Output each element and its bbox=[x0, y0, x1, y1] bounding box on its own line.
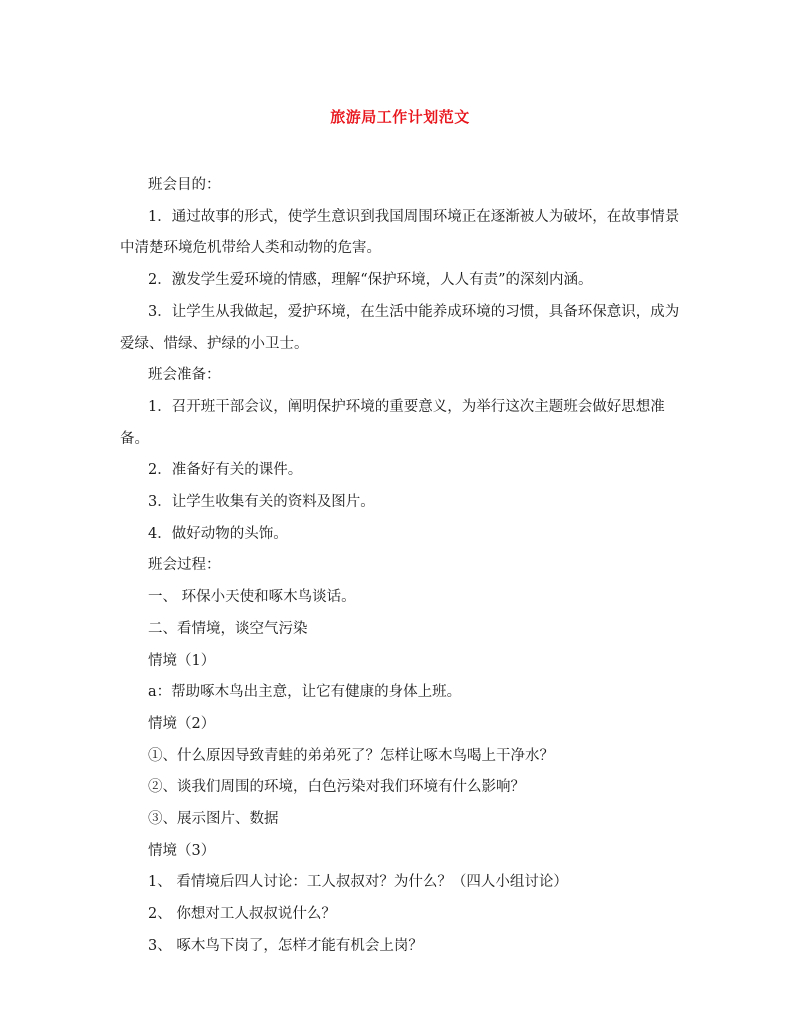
paragraph: 1．召开班干部会议，阐明保护环境的重要意义，为举行这次主题班会做好思想准备。 bbox=[120, 398, 665, 447]
paragraph: a：帮助啄木鸟出主意，让它有健康的身体上班。 bbox=[148, 684, 462, 701]
paragraph: 4．做好动物的头饰。 bbox=[148, 525, 288, 542]
section-heading-preparation: 班会准备： bbox=[148, 367, 221, 384]
paragraph: 1．通过故事的形式，使学生意识到我国周围环境正在逐渐被人为破坏，在故事情景中清楚环境危机带给人类和动物的危害。 bbox=[120, 208, 680, 257]
paragraph: 情境（2） bbox=[148, 715, 216, 732]
paragraph: 情境（3） bbox=[148, 842, 216, 859]
paragraph: 2．准备好有关的课件。 bbox=[148, 462, 303, 479]
paragraph: ③、展示图片、数据 bbox=[148, 811, 279, 828]
paragraph: ①、什么原因导致青蛙的弟弟死了？怎样让啄木鸟喝上干净水？ bbox=[148, 747, 554, 764]
paragraph: 3．让学生收集有关的资料及图片。 bbox=[148, 494, 375, 511]
paragraph: 2．激发学生爱环境的情感，理解“保护环境，人人有责”的深刻内涵。 bbox=[148, 272, 593, 289]
section-heading-purpose: 班会目的： bbox=[148, 177, 221, 193]
document-body bbox=[120, 170, 680, 963]
paragraph: 一、 环保小天使和啄木鸟谈话。 bbox=[148, 589, 356, 606]
section-heading-process: 班会过程： bbox=[148, 557, 221, 574]
paragraph: 2、 你想对工人叔叔说什么？ bbox=[148, 906, 336, 923]
paragraph: 情境（1） bbox=[148, 652, 216, 669]
paragraph: 3、 啄木鸟下岗了，怎样才能有机会上岗？ bbox=[148, 937, 423, 954]
paragraph: 3．让学生从我做起，爱护环境，在生活中能养成环境的习惯，具备环保意识，成为爱绿、惜绿、护绿的小卫士。 bbox=[120, 303, 680, 352]
document-title: 旅游局工作计划范文 bbox=[330, 108, 470, 126]
paragraph: ②、谈我们周围的环境，白色污染对我们环境有什么影响？ bbox=[148, 779, 525, 796]
paragraph: 1、 看情境后四人讨论：工人叔叔对？为什么？（四人小组讨论） bbox=[148, 874, 568, 891]
paragraph: 二、看情境，谈空气污染 bbox=[148, 620, 308, 637]
